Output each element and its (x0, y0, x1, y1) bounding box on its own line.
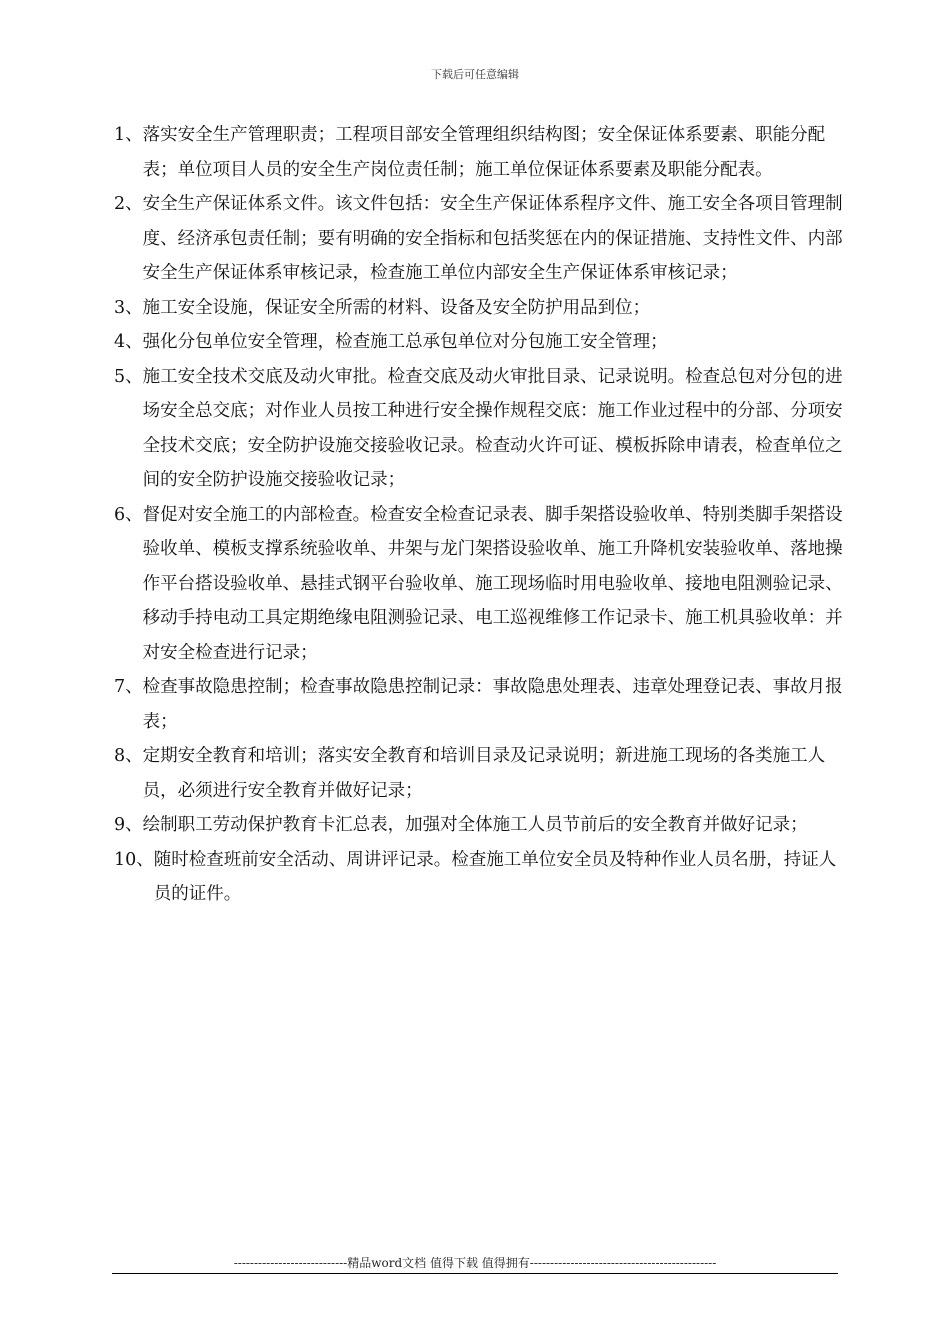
item-number: 3、 (114, 297, 143, 318)
list-item-9 (114, 808, 850, 843)
item-text: 定期安全教育和培训；落实安全教育和培训目录及记录说明；新进施工现场的各类施工人员，必须进行安全教育并做好记录； (142, 746, 826, 801)
list-item-3 (114, 291, 850, 326)
list-item-1 (114, 118, 850, 187)
list-item-5 (114, 360, 850, 498)
list-item-8 (114, 739, 850, 808)
item-number: 9、 (114, 815, 143, 835)
item-number: 4、 (114, 332, 143, 352)
item-text: 检查事故隐患控制；检查事故隐患控制记录：事故隐患处理表、违章处理登记表、事故月报表； (142, 677, 843, 732)
item-number: 1、 (114, 125, 143, 145)
item-number: 5、 (114, 366, 143, 387)
item-text: 随时检查班前安全活动、周讲评记录。检查施工单位安全员及特种作业人员名册，持证人员的证件。 (153, 849, 837, 904)
header-note: 下载后可任意编辑 (431, 68, 519, 81)
item-text: 安全生产保证体系文件。该文件包括：安全生产保证体系程序文件、施工安全各项目管理制度、经济承包责任制；要有明确的安全指标和包括奖惩在内的保证措施、支持性文件、内部安全生产保证体系审核记录，检查施工单位内部安全生产保证体系审核记录； (142, 194, 843, 283)
list-item-10 (114, 843, 850, 912)
item-text: 强化分包单位安全管理，检查施工总承包单位对分包施工安全管理； (142, 332, 668, 352)
footer-note: ----------------------------精品word文档 值得下载 值得拥有---------------------------------------------- (233, 1256, 717, 1270)
footer-divider (112, 1273, 838, 1274)
item-text: 督促对安全施工的内部检查。检查安全检查记录表、脚手架搭设验收单、特别类脚手架搭设验收单、模板支撑系统验收单、井架与龙门架搭设验收单、施工升降机安装验收单、落地操作平台搭设验收单、悬挂式钢平台验收单、施工现场临时用电验收单、接地电阻测验记录、移动手持电动工具定期绝缘电阻测验记录、电工巡视维修工作记录卡、施工机具验收单：并对安全检查进行记录； (142, 504, 843, 663)
item-number: 7、 (114, 677, 143, 697)
item-text: 施工安全设施，保证安全所需的材料、设备及安全防护用品到位； (142, 297, 651, 318)
item-number: 10、 (114, 849, 154, 870)
item-text: 施工安全技术交底及动火审批。检查交底及动火审批目录、记录说明。检查总包对分包的进场安全总交底；对作业人员按工种进行安全操作规程交底：施工作业过程中的分部、分项安全技术交底；安全防护设施交接验收记录。检查动火许可证、模板拆除申请表，检查单位之间的安全防护设施交接验收记录； (142, 366, 843, 490)
item-text: 绘制职工劳动保护教育卡汇总表，加强对全体施工人员节前后的安全教育并做好记录； (142, 815, 808, 835)
item-number: 6、 (114, 504, 143, 525)
list-item-2 (114, 187, 850, 291)
list-item-4 (114, 325, 850, 360)
document-body (114, 118, 850, 912)
list-item-6 (114, 498, 850, 671)
item-number: 2、 (114, 194, 143, 214)
item-text: 落实安全生产管理职责；工程项目部安全管理组织结构图；安全保证体系要素、职能分配表；单位项目人员的安全生产岗位责任制；施工单位保证体系要素及职能分配表。 (142, 125, 826, 180)
item-number: 8、 (114, 746, 143, 766)
list-item-7 (114, 670, 850, 739)
